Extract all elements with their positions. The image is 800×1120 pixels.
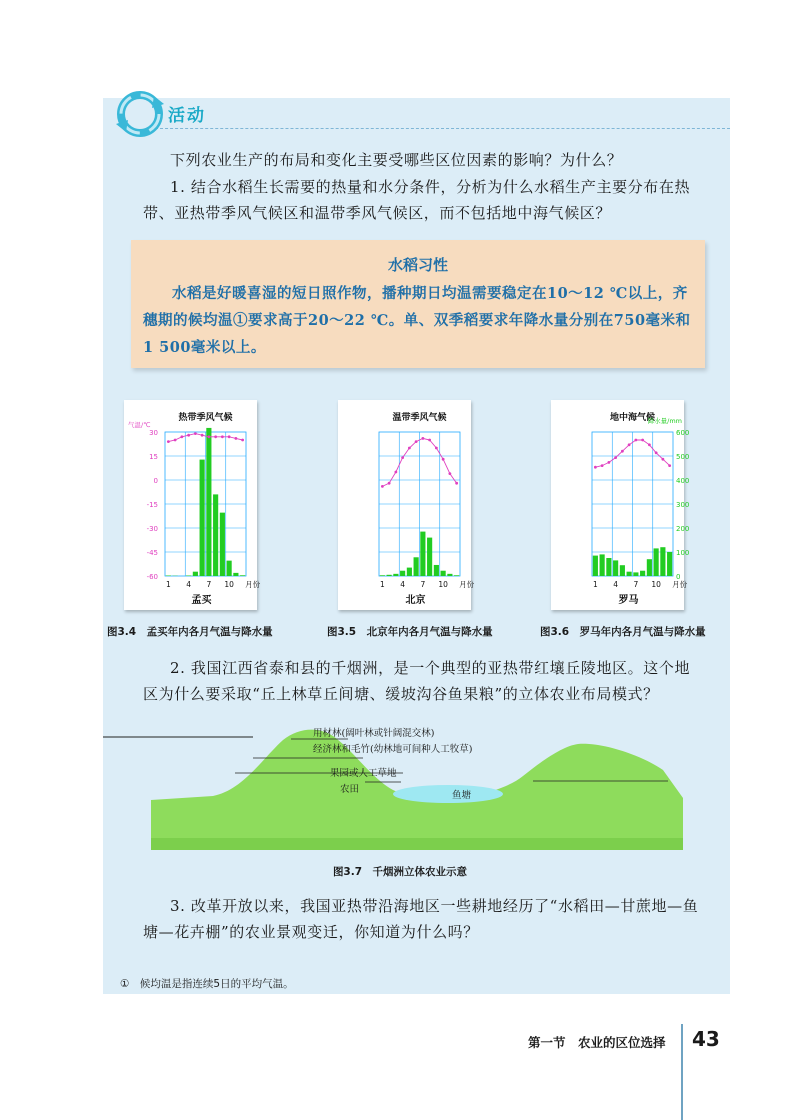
precip-bar — [454, 575, 459, 576]
caption-fig-3-7: 图3.7 千烟洲立体农业示意 — [332, 866, 468, 878]
question-2: 2. 我国江西省泰和县的千烟洲，是一个典型的亚热带红壤丘陵地区。这个地区为什么要采取“丘上林草丘间塘、缓坡沟谷鱼果粮”的立体农业布局模式？ — [143, 659, 691, 703]
precip-bar — [393, 574, 398, 576]
chart-rome — [551, 400, 690, 610]
question-3: 3. 改革开放以来，我国亚热带沿海地区一些耕地经历了“水稻田—甘蔗地—鱼塘—花卉棚”的农业景观变迁，你知道为什么吗？ — [143, 897, 699, 941]
question-1: 1. 结合水稻生长需要的热量和水分条件，分析为什么水稻生产主要分布在热带、亚热带季风气候区和温带季风气候区，而不包括地中海气候区？ — [143, 178, 691, 222]
precip-bar — [640, 571, 645, 576]
x-tick-label: 1 — [592, 580, 598, 589]
precip-bar — [447, 574, 452, 576]
temperature-point — [421, 437, 424, 440]
temperature-point — [655, 451, 658, 454]
x-tick-label: 10 — [438, 580, 448, 589]
y-axis-label: 气温/℃ — [128, 421, 151, 429]
precip-bar — [213, 494, 218, 576]
footer-divider — [681, 1024, 683, 1120]
chart-title: 温带季风气候 — [392, 413, 447, 423]
y-tick-label-right: 200 — [676, 525, 690, 533]
place-name: 孟买 — [191, 595, 212, 606]
label-timber-forest: 用材林(阔叶林或针阔混交林) — [313, 728, 435, 739]
temperature-point — [614, 456, 617, 459]
rice-box-title: 水稻习性 — [387, 256, 448, 274]
y-tick-label: -45 — [146, 549, 158, 557]
temperature-point — [648, 443, 651, 446]
x-tick-label: 7 — [206, 580, 212, 589]
label-economic-forest: 经济林和毛竹(幼林地可间种人工牧草) — [313, 744, 473, 755]
temperature-point — [408, 447, 411, 450]
temperature-point — [607, 461, 610, 464]
precip-bar — [441, 571, 446, 576]
y-tick-label: 15 — [149, 453, 158, 461]
y-tick-label: 0 — [153, 477, 158, 485]
chart-title: 地中海气候 — [609, 413, 656, 423]
temperature-point — [194, 432, 197, 435]
temperature-point — [394, 471, 397, 474]
precip-bar — [606, 558, 611, 576]
precip-bar — [240, 575, 245, 576]
x-tick-label: 1 — [379, 580, 385, 589]
precip-bar — [434, 565, 439, 576]
x-tick-label: 4 — [186, 580, 192, 589]
y-tick-label-right: 500 — [676, 453, 690, 461]
precip-bar — [627, 572, 632, 576]
y-tick-label-right: 600 — [676, 429, 690, 437]
x-tick-label: 10 — [224, 580, 234, 589]
chart-beijing-svg — [338, 400, 475, 610]
temperature-point — [628, 443, 631, 446]
temperature-point — [381, 485, 384, 488]
chart-mumbai — [124, 400, 261, 610]
temperature-point — [167, 440, 170, 443]
x-tick-label: 月份 — [459, 580, 475, 589]
precip-bar — [593, 556, 598, 576]
caption-fig-3-6: 图3.6 罗马年内各月气温与降水量 — [540, 626, 706, 638]
precip-bar — [420, 532, 425, 576]
y-tick-label: 30 — [149, 429, 158, 437]
chart-mumbai-svg — [124, 400, 261, 610]
temperature-point — [180, 435, 183, 438]
precip-bar — [387, 575, 392, 576]
label-farmland: 农田 — [340, 784, 360, 795]
chart-rome-svg — [551, 400, 690, 610]
header-divider — [150, 128, 730, 129]
precip-bar — [227, 561, 232, 576]
y-tick-label: -60 — [146, 573, 158, 581]
fish-pond — [393, 785, 503, 803]
temperature-point — [228, 435, 231, 438]
temperature-point — [435, 447, 438, 450]
precip-bar — [233, 573, 238, 576]
footer-section: 第一节 农业的区位选择 — [528, 1035, 666, 1050]
x-tick-label: 1 — [165, 580, 171, 589]
x-tick-label: 10 — [651, 580, 661, 589]
temperature-point — [442, 458, 445, 461]
y-tick-label-right: 0 — [676, 573, 681, 581]
x-tick-label: 7 — [420, 580, 426, 589]
temperature-point — [214, 435, 217, 438]
y-axis-label-right: 降水量/mm — [647, 417, 682, 425]
precip-bar — [193, 572, 198, 576]
precip-bar — [200, 460, 205, 576]
precip-bar — [620, 565, 625, 576]
page-number: 43 — [692, 1027, 720, 1051]
precip-bar — [427, 538, 432, 576]
temperature-point — [415, 440, 418, 443]
temperature-point — [455, 482, 458, 485]
place-name: 北京 — [405, 595, 426, 606]
temperature-point — [428, 439, 431, 442]
cycle-arrows-icon — [114, 88, 166, 140]
precip-bar — [220, 513, 225, 576]
activity-label: 活动 — [168, 106, 206, 126]
temperature-point — [234, 437, 237, 440]
y-tick-label-right: 300 — [676, 501, 690, 509]
temperature-point — [187, 434, 190, 437]
rice-box-text: 水稻是好暖喜湿的短日照作物，播种期日均温需要稳定在10～12 ℃以上，齐穗期的候均温①要求高于20～22 ℃。单、双季稻要求年降水量分别在750毫米和1 500毫米以上。 — [143, 285, 691, 356]
chart-title: 热带季风气候 — [178, 413, 233, 423]
terrace-diagram — [103, 718, 730, 858]
precip-bar — [414, 557, 419, 576]
precip-bar — [400, 571, 405, 576]
x-tick-label: 月份 — [245, 580, 261, 589]
precip-bar — [600, 554, 605, 576]
temperature-point — [207, 435, 210, 438]
precip-bar — [407, 568, 412, 576]
temperature-point — [201, 434, 204, 437]
intro-text: 下列农业生产的布局和变化主要受哪些区位因素的影响？为什么？ — [170, 151, 623, 169]
y-tick-label: -15 — [146, 501, 158, 509]
rice-habit-box — [131, 240, 705, 368]
temperature-point — [668, 464, 671, 467]
temperature-point — [401, 456, 404, 459]
temperature-point — [661, 458, 664, 461]
y-tick-label-right: 100 — [676, 549, 690, 557]
footnote: ① 候均温是指连续5日的平均气温。 — [120, 978, 294, 990]
label-fish-pond: 鱼塘 — [452, 790, 472, 801]
precip-bar — [206, 428, 211, 576]
precip-bar — [613, 560, 618, 576]
temperature-point — [594, 466, 597, 469]
caption-fig-3-4: 图3.4 孟买年内各月气温与降水量 — [107, 626, 273, 638]
ground-base — [151, 838, 683, 850]
y-tick-label: -30 — [146, 525, 158, 533]
caption-fig-3-5: 图3.5 北京年内各月气温与降水量 — [327, 626, 493, 638]
y-tick-label-right: 400 — [676, 477, 690, 485]
precip-bar — [380, 575, 385, 576]
temperature-point — [634, 439, 637, 442]
x-tick-label: 4 — [400, 580, 406, 589]
temperature-point — [221, 435, 224, 438]
x-tick-label: 4 — [613, 580, 619, 589]
temperature-point — [621, 450, 624, 453]
temperature-point — [388, 482, 391, 485]
temperature-point — [241, 439, 244, 442]
temperature-point — [641, 439, 644, 442]
label-orchard: 果园或人工草地 — [330, 768, 397, 779]
precip-bar — [654, 548, 659, 576]
temperature-point — [174, 439, 177, 442]
precip-bar — [660, 547, 665, 576]
precip-bar — [647, 559, 652, 576]
temperature-point — [601, 464, 604, 467]
place-name: 罗马 — [618, 595, 639, 606]
precip-bar — [667, 552, 672, 576]
temperature-point — [448, 472, 451, 475]
x-tick-label: 月份 — [672, 580, 688, 589]
chart-beijing — [338, 400, 475, 610]
precip-bar — [633, 572, 638, 576]
x-tick-label: 7 — [633, 580, 639, 589]
